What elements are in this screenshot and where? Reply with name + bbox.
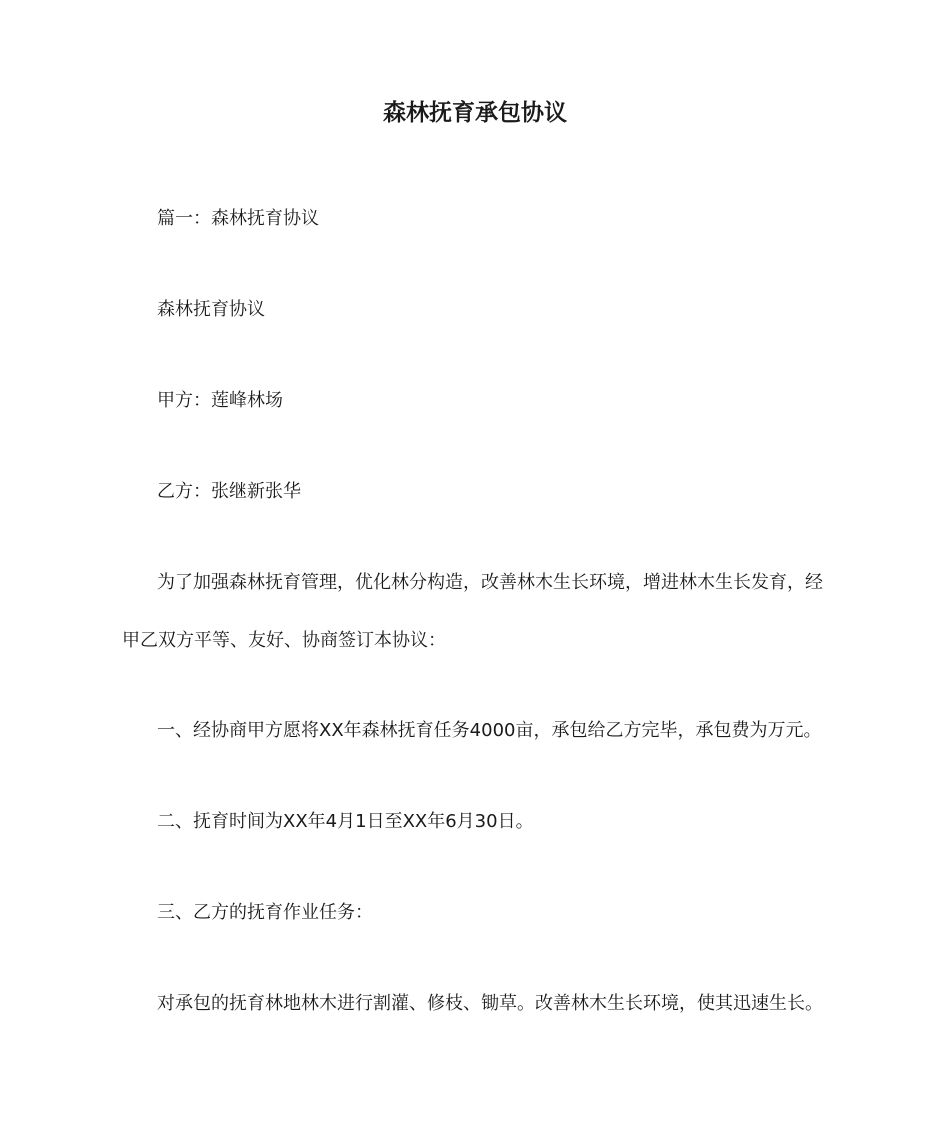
clause-2: 二、抚育时间为XX年4月1日至XX年6月30日。 [157, 811, 534, 832]
clause-1: 一、经协商甲方愿将XX年森林抚育任务4000亩，承包给乙方完毕，承包费为万元。 [157, 720, 822, 741]
preamble-line-2: 甲乙双方平等、友好、协商签订本协议： [122, 630, 446, 651]
party-a-line: 甲方：莲峰林场 [157, 390, 283, 411]
subtitle-line: 森林抚育协议 [157, 299, 265, 320]
preamble-line-1: 为了加强森林抚育管理，优化林分构造，改善林木生长环境，增进林木生长发育，经 [157, 572, 823, 593]
document-title: 森林抚育承包协议 [383, 100, 567, 126]
section-heading: 篇一：森林抚育协议 [157, 208, 319, 229]
clause-3-heading: 三、乙方的抚育作业任务： [157, 902, 373, 923]
party-b-line: 乙方：张继新张华 [157, 481, 301, 502]
clause-3-body: 对承包的抚育林地林木进行割灌、修枝、锄草。改善林木生长环境，使其迅速生长。 [157, 993, 823, 1014]
